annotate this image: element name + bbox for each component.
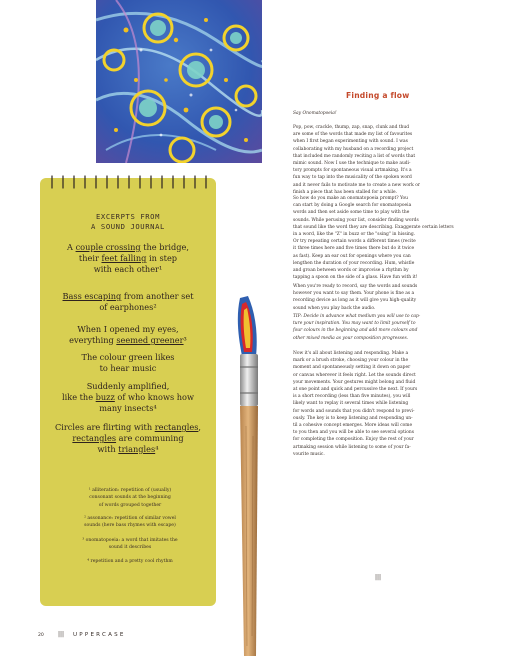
verse-line: [44, 324, 212, 335]
paragraph-line: other mixed media as your composition progresses.: [293, 335, 409, 341]
paragraph-line: to you then and you will be able to see several options: [293, 430, 415, 436]
sound-journal-card: [40, 178, 216, 606]
paragraph-line: words and then set aside some time to play with the: [293, 210, 410, 216]
journal-heading-line: A SOUND JOURNAL: [91, 222, 165, 231]
paragraph-line: recording device as long as it will give you high-quality: [293, 298, 417, 304]
paragraph-line: Or try repeating certain words a different times (recite: [293, 239, 416, 245]
paragraph-line: that included me randomly reciting a list of words that: [293, 153, 416, 159]
paragraph-line: fun way to tap into the musicality of the spoken word: [293, 175, 412, 181]
paragraph-line: artmaking session while listening to some of your fa-: [293, 444, 411, 450]
verse-text: The colour green likes: [81, 352, 175, 362]
verse-text: When I opened my eyes,: [77, 324, 179, 334]
verse-text: from another set: [121, 291, 194, 301]
underlined-phrase: feet falling: [101, 253, 147, 263]
paragraph-line: mark or a brush stroke, choosing your colour in the: [293, 358, 409, 364]
paragraph-line: that sound like the word they are describing. Exaggerate certain letters: [293, 224, 454, 230]
verse-line: [44, 291, 212, 302]
paragraph-line: ture your inspiration. You may want to limit yourself to: [293, 321, 416, 327]
paragraph-line: TIP: Decide in advance what medium you will use to cap-: [293, 314, 421, 319]
verse-text: Circles are flirting with: [54, 422, 155, 432]
journal-verse: [44, 291, 212, 313]
paragraph-line: and groan between words or improvise a rhythm by: [293, 268, 409, 274]
verse-text: ³: [183, 335, 187, 345]
article-paragraph: [293, 350, 468, 458]
paragraph-line: for completing the composition. Enjoy the rest of your: [293, 437, 414, 443]
footnote-line: consonant sounds at the beginning: [89, 495, 171, 501]
paragraph-line: and it never fails to motivate me to create a new work or: [293, 182, 420, 188]
journal-heading-line: EXCERPTS FROM: [95, 212, 161, 221]
underlined-phrase: buzz: [95, 392, 115, 402]
paragraph-line: four colours in the beginning and add more colours and: [293, 328, 418, 334]
underlined-phrase: rectangles: [72, 433, 117, 443]
paragraph-line: for words and sounds that you didn't respond to previ-: [293, 408, 415, 414]
paragraph-line: Now it's all about listening and responding. Make a: [293, 351, 409, 356]
footnote-line: of words grouped together: [98, 502, 162, 508]
verse-text: are communing: [116, 433, 184, 443]
verse-text: ,: [198, 422, 202, 432]
footnote-line: ⁴ repetition and a pretty cool rhythm: [87, 559, 173, 564]
paragraph-line: can start by doing a Google search for onomatopoeia: [293, 203, 412, 209]
paragraph-line: lengthen the duration of your recording. Hum, whistle: [293, 260, 415, 266]
underlined-phrase: Bass escaping: [62, 291, 122, 301]
paragraph-line: tapping a spoon on the side of a glass. Have fun with it!: [293, 275, 418, 281]
paragraph-line: finish a piece that has been stalled for a while.: [293, 189, 398, 195]
magazine-name: UPPERCASE: [73, 632, 126, 638]
journal-verse: [44, 324, 212, 346]
article-paragraph: [293, 110, 468, 117]
spiral-binding-icon: [48, 175, 208, 191]
verse-text: of earphones²: [99, 302, 157, 312]
footer-divider: |||: [58, 631, 65, 638]
paragraph-line: Pop, pow, crackle, thump, zap, snap, clunk and thud: [293, 125, 410, 130]
article-title: Finding a flow: [346, 91, 410, 100]
paragraph-line: when I first began experimenting with sound. I was: [293, 139, 408, 145]
verse-line: [44, 422, 212, 433]
verse-text: their: [78, 253, 102, 263]
journal-verse: [44, 352, 212, 374]
paragraph-line: sound when you play back the audio.: [293, 305, 376, 311]
paragraph-line: likely want to replay it several times while listening: [293, 401, 409, 407]
verse-line: [44, 253, 212, 264]
verse-line: [44, 335, 212, 346]
verse-text: to hear music: [99, 363, 157, 373]
verse-text: the bridge,: [140, 242, 189, 252]
end-mark: |||: [375, 574, 382, 581]
paragraph-line: however you want to say them. Your phone is fine as a: [293, 291, 415, 297]
underlined-phrase: seemed greener: [116, 335, 184, 345]
verse-text: with each other¹: [93, 264, 163, 274]
footnote-line: ² assonance: repetition of similar vowel: [84, 516, 176, 521]
verse-text: with: [97, 444, 119, 454]
footnote-line: ³ onomatopoeia: a word that imitates the: [82, 538, 178, 543]
paragraph-line: When you're ready to record, say the words and sounds: [293, 284, 418, 289]
paragraph-line: as fast). Keep an ear out for openings where you can: [293, 253, 411, 259]
verse-line: [44, 302, 212, 313]
journal-footnote: [60, 558, 200, 565]
paragraph-line: mimic sound. Now I use the technique to make audi-: [293, 161, 411, 167]
journal-verse: [44, 242, 212, 275]
article-paragraph: [293, 124, 468, 196]
journal-verse: [44, 381, 212, 414]
paragraph-line: Say Onomatopoeia!: [293, 111, 337, 116]
verse-line: [44, 433, 212, 444]
paragraph-line: moment and spontaneously setting it down on paper: [293, 365, 411, 371]
paintbrush-image: [226, 296, 276, 660]
verse-text: A: [67, 242, 76, 252]
verse-text: Suddenly amplified,: [86, 381, 170, 391]
paragraph-line: tory prompts for spontaneous visual artmaking. It's a: [293, 168, 412, 174]
verse-text: like the: [62, 392, 96, 402]
verse-line: [44, 264, 212, 275]
underlined-phrase: couple crossing: [75, 242, 141, 252]
paragraph-line: it three times here and five times there but do it twice: [293, 246, 415, 252]
journal-heading: [40, 212, 216, 232]
paragraph-line: ously. The key is to keep listening and responding un-: [293, 415, 413, 421]
painting-image: [96, 0, 262, 163]
verse-text: ⁴: [155, 444, 159, 454]
paragraph-line: til a cohesive concept emerges. More ideas will come: [293, 423, 413, 429]
verse-line: [44, 352, 212, 363]
article-paragraph: [293, 195, 468, 281]
page-number: 20: [38, 633, 44, 638]
paragraph-line: So how do you make an onomatopoeia prompt? You: [293, 196, 408, 201]
journal-footnote: [60, 537, 200, 552]
verse-text: many insects⁴: [99, 403, 157, 413]
verse-line: [44, 392, 212, 403]
footnote-line: ¹ alliteration: repetition of (usually): [88, 488, 172, 493]
journal-footnote: [60, 515, 200, 530]
verse-text: everything: [69, 335, 117, 345]
verse-line: [44, 444, 212, 455]
article-paragraph: [293, 283, 468, 312]
underlined-phrase: rectangles: [154, 422, 199, 432]
paragraph-line: vourite music.: [293, 451, 325, 457]
underlined-phrase: triangles: [118, 444, 156, 454]
paragraph-line: in a word, like the "Z" in buzz or the "ssing" in hissing.: [293, 232, 416, 238]
verse-line: [44, 403, 212, 414]
journal-verse: [44, 422, 212, 455]
article-paragraph: [293, 313, 468, 342]
verse-text: of who knows how: [114, 392, 194, 402]
paragraph-line: or canvas wherever it feels right. Let the sounds direct: [293, 372, 416, 378]
paragraph-line: collaborating with my husband on a recording project: [293, 146, 414, 152]
journal-footnote: [60, 487, 200, 509]
paragraph-line: are some of the words that made my list of favourites: [293, 132, 413, 138]
footnote-line: sound it describes: [108, 545, 152, 551]
paragraph-line: at one point and quick and percussive the next. If yours: [293, 387, 418, 393]
verse-line: [44, 381, 212, 392]
paragraph-line: sounds. While perusing your list, consider finding words: [293, 217, 419, 223]
paragraph-line: is a short recording (less than five minutes), you will: [293, 394, 411, 400]
verse-line: [44, 363, 212, 374]
verse-line: [44, 242, 212, 253]
paragraph-line: your movements. Your gestures might belong and fluid: [293, 379, 416, 385]
verse-text: in step: [146, 253, 178, 263]
footnote-line: sounds (here bass rhymes with escape): [84, 523, 176, 529]
